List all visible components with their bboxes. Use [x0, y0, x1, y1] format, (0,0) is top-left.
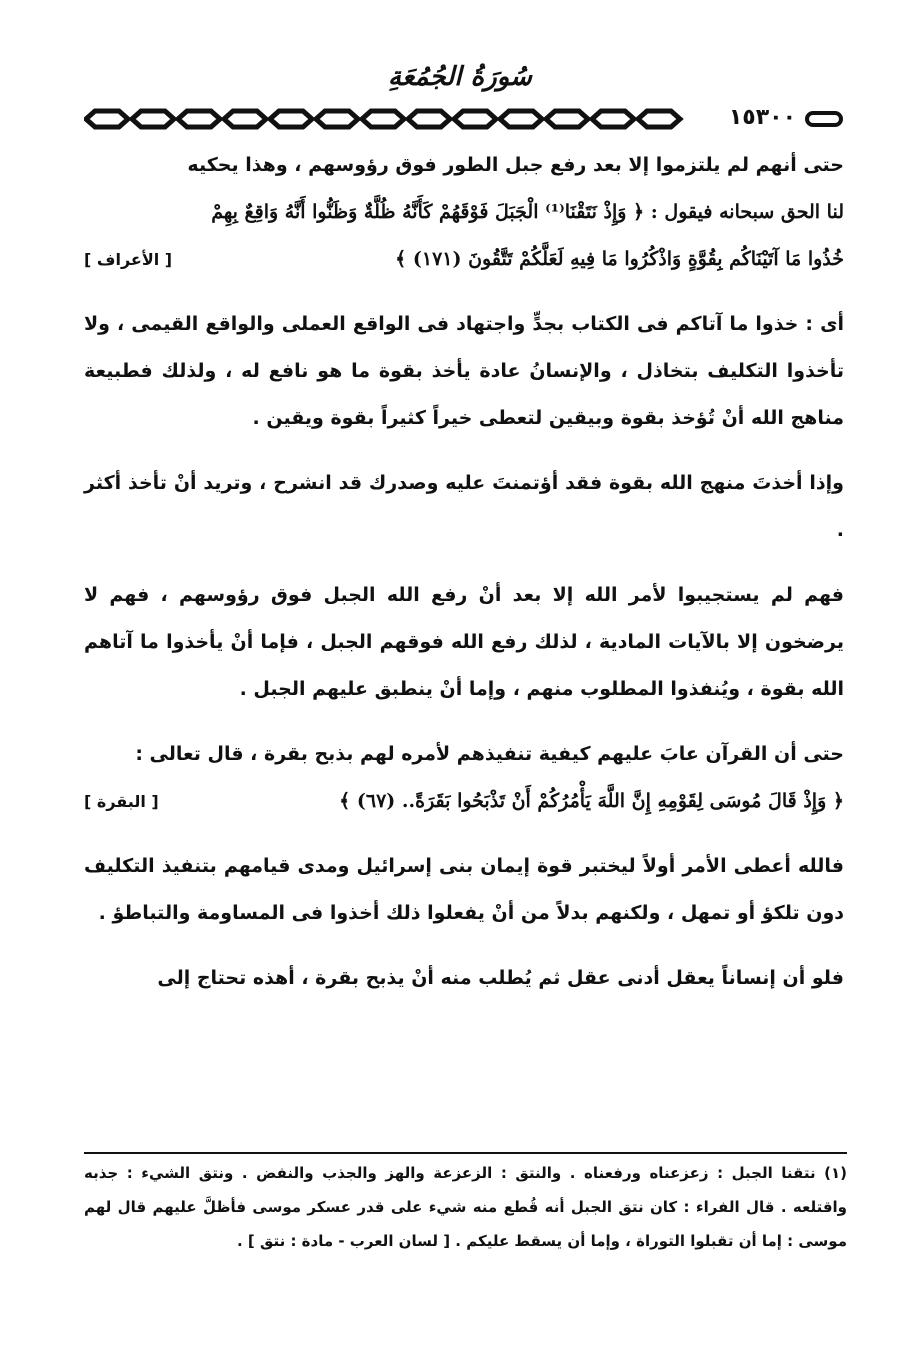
ornamental-chain-border [84, 104, 720, 134]
verse-reference-line [84, 236, 844, 283]
chain-link [270, 111, 312, 127]
surah-reference-araf: [ الأعراف ] [84, 250, 173, 269]
paragraph-5-line-1: حتى أن القرآن عابَ عليهم كيفية تنفيذهم لأمره لهم بذبح بقرة ، قال تعالى : [135, 743, 844, 765]
chain-link [546, 111, 588, 127]
chain-link [178, 111, 220, 127]
paragraph-6: فالله أعطى الأمر أولاً ليختبر قوة إيمان بنى إسرائيل ومدى قيامهم بتنفيذ التكليف دون تلكؤ أو تمهل ، ولكنهم بدلاً من أنْ يفعلوا ذلك أخذوا فى المساومة والتباطؤ . [84, 855, 844, 924]
surah-reference-baqarah: [ البقرة ] [84, 792, 159, 811]
chain-link [86, 111, 128, 127]
chain-link [362, 111, 404, 127]
quran-verse-line-2: خُذُوا مَا آتَيْنَاكُم بِقُوَّةٍ وَاذْكُرُوا مَا فِيهِ لَعَلَّكُمْ تَتَّقُونَ (١٧١) ﴾ [395, 248, 844, 270]
surah-title: سُورَةُ الجُمُعَةِ [388, 62, 532, 92]
quran-verse-baqarah: ﴿ وَإِذْ قَالَ مُوسَى لِقَوْمِهِ إِنَّ اللَّهَ يَأْمُرُكُمْ أَنْ تَذْبَحُوا بَقَرَةً.. (٦٧) ﴾ [339, 790, 844, 812]
paragraph-1 [84, 142, 844, 283]
verse-reference-line-2 [84, 778, 844, 825]
quran-verse-line-1: لنا الحق سبحانه فيقول : ﴿ وَإِذْ نَتَقْنَا⁽¹⁾ الْجَبَلَ فَوْقَهُمْ كَأَنَّهُ ظُلَّةٌ وَظَنُّوا أَنَّهُ وَاقِعٌ بِهِمْ [211, 201, 844, 223]
chain-link [316, 111, 358, 127]
footnote: (١) نتقنا الجبل : زعزعناه ورفعناه . والنتق : الزعزعة والهز والجذب والنفض . ونتق الشيء : جذبه واقتلعه . قال الفراء : كان نتق الجبل أنه قُطع منه شيء على قدر عسكر موسى فأظلَّ عليهم قال لهم موسى : إما أن تقبلوا التوراة ، وإما أن يسقط عليكم . [ لسان العرب - مادة : نتق ] . [84, 1164, 847, 1250]
page-header-band [84, 104, 844, 134]
footnote-divider [84, 1152, 847, 1154]
chain-link [132, 111, 174, 127]
chain-link [224, 111, 266, 127]
page-body [84, 142, 844, 1020]
ornamental-end-link [804, 111, 844, 127]
paragraph-1-line-1: حتى أنهم لم يلتزموا إلا بعد رفع جبل الطور فوق رؤوسهم ، وهذا يحكيه [187, 154, 844, 176]
chain-link [592, 111, 634, 127]
chain-link [454, 111, 496, 127]
chain-link [638, 111, 680, 127]
chain-link [408, 111, 450, 127]
chain-link [500, 111, 542, 127]
paragraph-4: فهم لم يستجيبوا لأمر الله إلا بعد أنْ رفع الله الجبل فوق رؤوسهم ، فهم لا يرضخون إلا بالآيات المادية ، لذلك رفع الله فوقهم الجبل ، فإما أنْ يأخذوا ما آتاهم الله بقوة ، ويُنفذوا المطلوب منهم ، وإما أنْ ينطبق عليهم الجبل . [84, 584, 844, 700]
paragraph-7: فلو أن إنساناً يعقل أدنى عقل ثم يُطلب منه أنْ يذبح بقرة ، أهذه تحتاج إلى [157, 967, 844, 989]
paragraph-3: وإذا أخذتَ منهج الله بقوة فقد أؤتمنتَ عليه وصدرك قد انشرح ، وتريد أنْ تأخذ أكثر . [84, 472, 844, 541]
paragraph-5 [84, 731, 844, 825]
paragraph-2: أى : خذوا ما آتاكم فى الكتاب بجدٍّ واجتهاد فى الواقع العملى والواقع القيمى ، ولا تأخذوا التكليف بتخاذل ، والإنسانُ عادة يأخذ بقوة ما هو نافع له ، ولذلك فطبيعة مناهج الله أنْ تُؤخذ بقوة وبيقين لتعطى خيراً كثيراً بقوة ويقين . [84, 313, 844, 429]
page-number: ١٥٣٠٠ [728, 105, 796, 130]
